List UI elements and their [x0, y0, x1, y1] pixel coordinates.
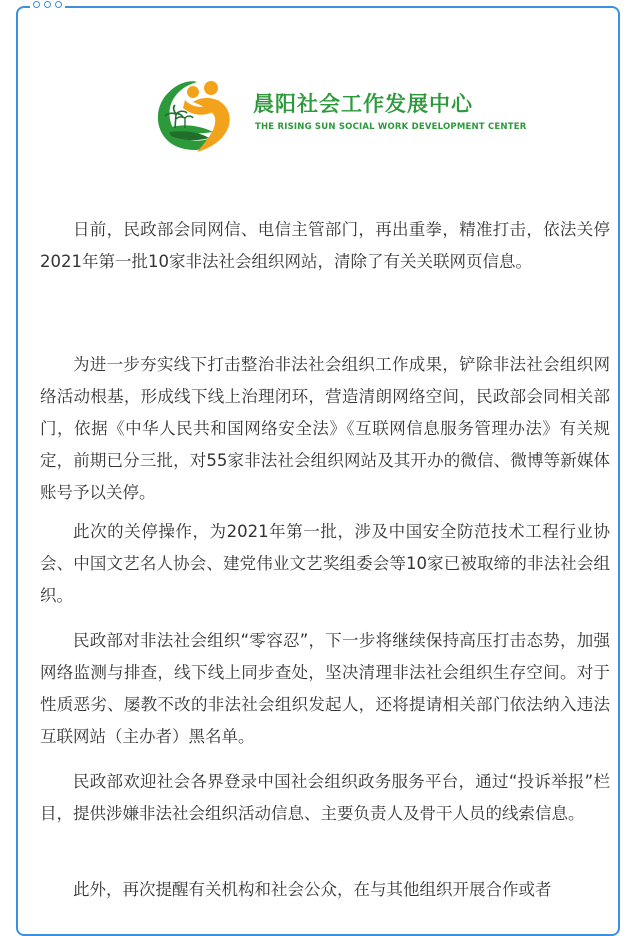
- frame-dots: [30, 1, 65, 8]
- dot-icon: [44, 1, 51, 8]
- dot-icon: [55, 1, 62, 8]
- paragraph-6: 此外，再次提醒有关机构和社会公众，在与其他组织开展合作或者: [73, 880, 552, 899]
- rising-sun-logo-icon: [145, 70, 245, 160]
- paragraph-3: 此次的关停操作，为2021年第一批，涉及中国安全防范技术工程行业协会、中国文艺名人协会、建党伟业文艺奖组委会等10家已被取缔的非法社会组织。: [40, 522, 610, 605]
- org-logo: [145, 70, 527, 160]
- paragraph-5: 民政部欢迎社会各界登录中国社会组织政务服务平台，通过“投诉举报”栏目，提供涉嫌非法社会组织活动信息、主要负责人及骨干人员的线索信息。: [40, 772, 610, 823]
- paragraph-2: 为进一步夯实线下打击整治非法社会组织工作成果，铲除非法社会组织网络活动根基，形成线下线上治理闭环，营造清朗网络空间，民政部会同相关部门，依据《中华人民共和国网络安全法》《互联网信息服务管理办法》有关规定，前期已分三批，对55家非法社会组织网站及其开办的微信、微博等新媒体账号予以关停。: [40, 355, 610, 502]
- paragraph-1: 日前，民政部会同网信、电信主管部门，再出重拳，精准打击，依法关停2021年第一批10家非法社会组织网站，清除了有关关联网页信息。: [40, 220, 610, 271]
- logo-subtitle: THE RISING SUN SOCIAL WORK DEVELOPMENT CENTER: [255, 122, 527, 132]
- dot-icon: [33, 1, 40, 8]
- logo-title: 晨阳社会工作发展中心: [253, 92, 473, 116]
- paragraph-4: 民政部对非法社会组织“零容忍”，下一步将继续保持高压打击态势，加强网络监测与排查，线下线上同步查处，坚决清理非法社会组织生存空间。对于性质恶劣、屡教不改的非法社会组织发起人，还将提请相关部门依法纳入违法互联网站（主办者）黑名单。: [40, 631, 610, 746]
